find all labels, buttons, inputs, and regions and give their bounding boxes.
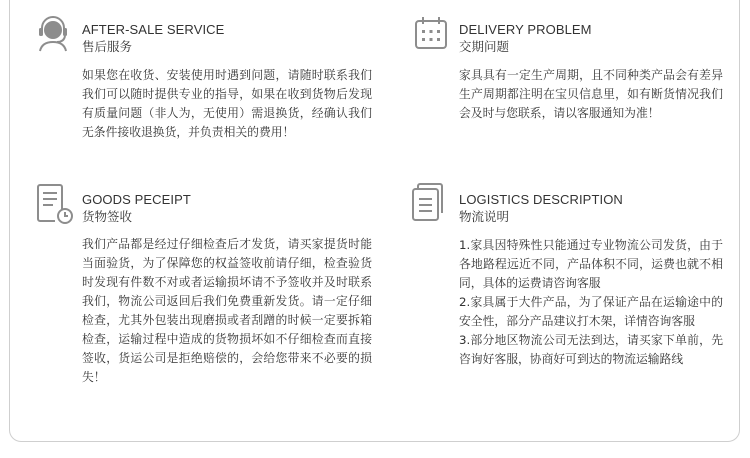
logistics-title-cn: 物流说明 [459, 209, 510, 224]
after-sale-title-en: AFTER-SALE SERVICE [82, 22, 225, 37]
logistics-item-3: 3.部分地区物流公司无法到达，请买家下单前，先咨询好客服，协商好可到达的物流运输路线 [459, 333, 723, 366]
document-clock-icon [35, 183, 75, 225]
documents-icon [410, 183, 450, 223]
logistics-body [459, 236, 723, 369]
logistics-item-1: 1.家具因特殊性只能通过专业物流公司发货，由于各地路程远近不同，产品体积不同，运费也就不相同，具体的运费请咨询客服 [459, 238, 723, 290]
logistics-item-2: 2.家具属于大件产品，为了保证产品在运输途中的安全性，部分产品建议打木架，详情咨询客服 [459, 295, 723, 328]
after-sale-title-cn: 售后服务 [82, 39, 133, 54]
goods-receipt-title-cn: 货物签收 [82, 209, 133, 224]
calendar-icon [413, 15, 449, 51]
goods-receipt-body: 我们产品都是经过仔细检查后才发货，请买家提货时能当面验货，为了保障您的权益签收前请仔细，检查验货时发现有件数不对或者运输损坏请不予签收并及时联系我们，物流公司返回后我们免费重新发货。请一定仔细检查，尤其外包装出现磨损或者刮蹭的时候一定要拆箱检查，运输过程中造成的货物损坏如不仔细检查而直接签收，货运公司是拒绝赔偿的，会给您带来不必要的损失！ [82, 237, 372, 384]
goods-receipt-title-en: GOODS PECEIPT [82, 192, 191, 207]
delivery-body: 家具具有一定生产周期，且不同种类产品会有差异生产周期都注明在宝贝信息里，如有断货情况我们会及时与您联系，请以客服通知为准！ [459, 68, 723, 120]
delivery-title-cn: 交期问题 [459, 39, 510, 54]
logistics-title-en: LOGISTICS DESCRIPTION [459, 192, 623, 207]
headset-agent-icon [33, 13, 73, 53]
after-sale-body: 如果您在收货、安装使用时遇到问题，请随时联系我们我们可以随时提供专业的指导，如果在收到货物后发现有质量问题（非人为，无使用）需退换货，经确认我们无条件接收退换货，并负责相关的费用！ [82, 68, 372, 139]
delivery-title-en: DELIVERY PROBLEM [459, 22, 592, 37]
